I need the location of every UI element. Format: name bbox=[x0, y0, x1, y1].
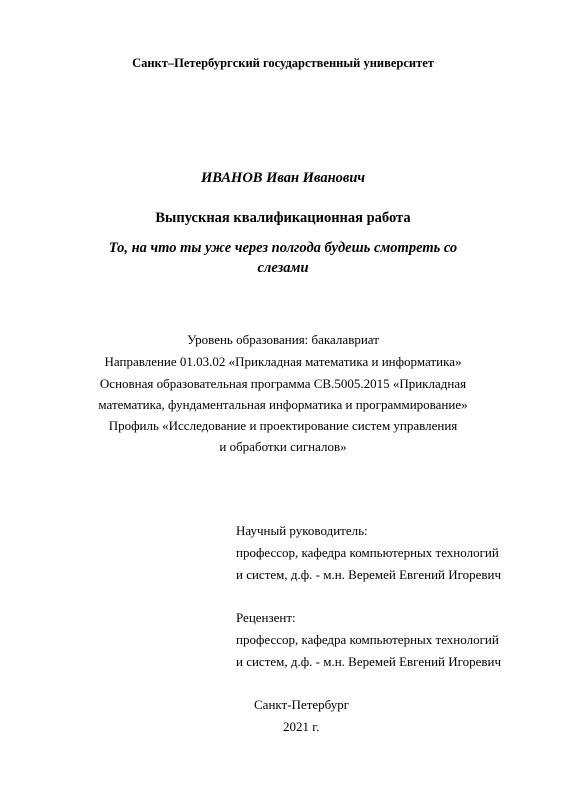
profile-line-2: и обработки сигналов» bbox=[219, 439, 347, 454]
reviewer-label: Рецензент: bbox=[236, 610, 296, 625]
thesis-title-line-2: слезами bbox=[257, 260, 309, 276]
reviewer-line-2: и систем, д.ф. - м.н. Веремей Евгений Игоревич bbox=[236, 654, 502, 669]
thesis-title-line-1: То, на что ты уже через полгода будешь смотреть со bbox=[108, 240, 458, 256]
supervisor-line-1: профессор, кафедра компьютерных технологий bbox=[236, 545, 499, 560]
supervisor-label: Научный руководитель: bbox=[236, 523, 368, 538]
program-line-1: Основная образовательная программа СВ.5005.2015 «Прикладная bbox=[99, 376, 467, 391]
year: 2021 г. bbox=[283, 719, 320, 734]
author-name: ИВАНОВ Иван Иванович bbox=[200, 170, 366, 186]
supervisor-line-2: и систем, д.ф. - м.н. Веремей Евгений Игоревич bbox=[236, 567, 502, 582]
profile-line-1: Профиль «Исследование и проектирование систем управления bbox=[108, 418, 458, 433]
work-type: Выпускная квалификационная работа bbox=[155, 210, 411, 226]
university-name: Санкт–Петербургский государственный университет bbox=[132, 56, 434, 70]
program-line-2: математика, фундаментальная информатика и программирование» bbox=[98, 397, 468, 412]
education-level: Уровень образования: бакалавриат bbox=[187, 332, 379, 347]
reviewer-line-1: профессор, кафедра компьютерных технологий bbox=[236, 632, 499, 647]
direction: Направление 01.03.02 «Прикладная математика и информатика» bbox=[104, 354, 462, 369]
city: Санкт-Петербург bbox=[254, 697, 350, 712]
